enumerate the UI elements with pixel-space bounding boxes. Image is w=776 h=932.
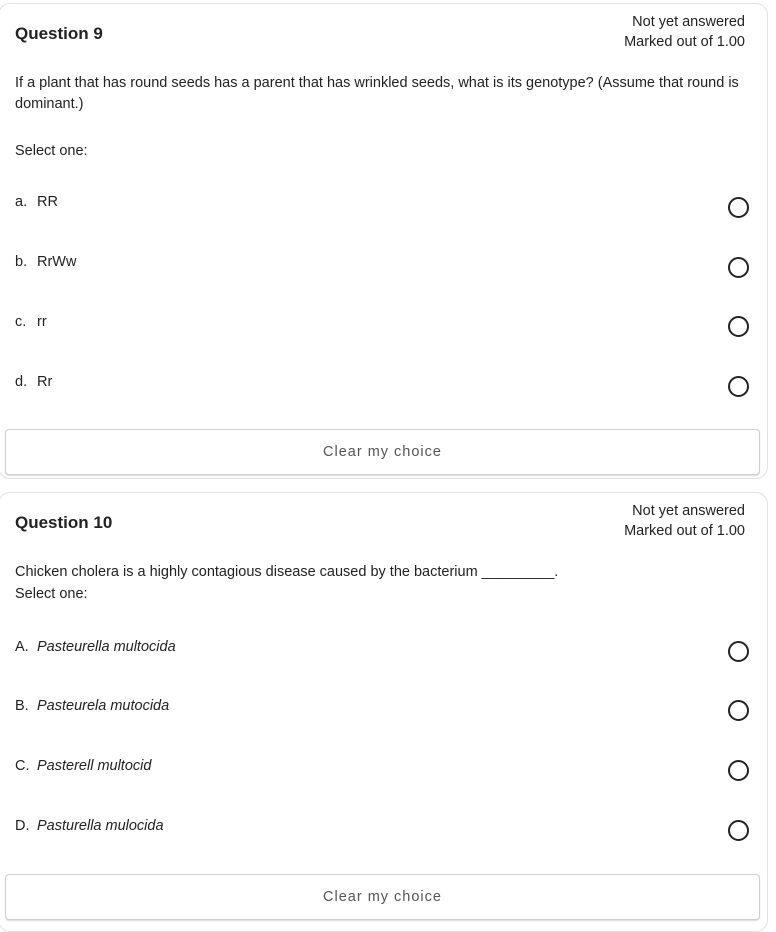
option-letter: c. [15,314,27,330]
option-d[interactable] [15,374,52,390]
option-c[interactable] [15,314,47,330]
option-text: Pasterell multocid [37,758,152,774]
question-title: Question 9 [15,24,103,43]
option-d[interactable] [15,818,164,834]
question-marks: Marked out of 1.00 [624,523,745,539]
question-text: Chicken cholera is a highly contagious disease caused by the bacterium _________. [15,564,559,580]
radio-option-d[interactable] [728,820,749,841]
radio-option-a[interactable] [728,641,749,662]
option-text: RrWw [37,254,77,270]
option-letter: B. [15,698,29,714]
option-text: Rr [37,374,53,390]
option-b[interactable] [15,254,76,270]
option-a[interactable] [15,194,58,210]
option-letter: a. [15,194,28,210]
radio-option-d[interactable] [728,376,749,397]
select-one-prompt: Select one: [15,143,88,159]
option-letter: D. [15,818,30,834]
option-text: Pasteurella multocida [37,639,176,655]
select-one-prompt: Select one: [15,586,88,602]
question-status: Not yet answered [632,14,745,30]
option-text: RR [37,194,58,210]
radio-option-c[interactable] [728,316,749,337]
option-letter: b. [15,254,28,270]
question-status: Not yet answered [632,503,745,519]
option-text: rr [37,314,47,330]
clear-choice-button[interactable]: Clear my choice [5,429,760,475]
question-10-card [0,492,768,932]
radio-option-a[interactable] [728,197,749,218]
clear-choice-button[interactable]: Clear my choice [5,874,760,920]
question-marks: Marked out of 1.00 [624,34,745,50]
option-text: Pasteurela mutocida [37,698,170,714]
option-letter: C. [15,758,30,774]
question-title: Question 10 [15,513,113,532]
radio-option-b[interactable] [728,700,749,721]
radio-option-b[interactable] [728,257,749,278]
question-9-card [0,3,768,479]
option-letter: A. [15,639,29,655]
option-b[interactable] [15,698,169,714]
radio-option-c[interactable] [728,760,749,781]
question-text: If a plant that has round seeds has a parent that has wrinkled seeds, what is its genotype? (Assume that round is dominant.) [15,75,739,112]
option-c[interactable] [15,758,151,774]
option-a[interactable] [15,639,176,655]
option-letter: d. [15,374,28,390]
option-text: Pasturella mulocida [37,818,164,834]
